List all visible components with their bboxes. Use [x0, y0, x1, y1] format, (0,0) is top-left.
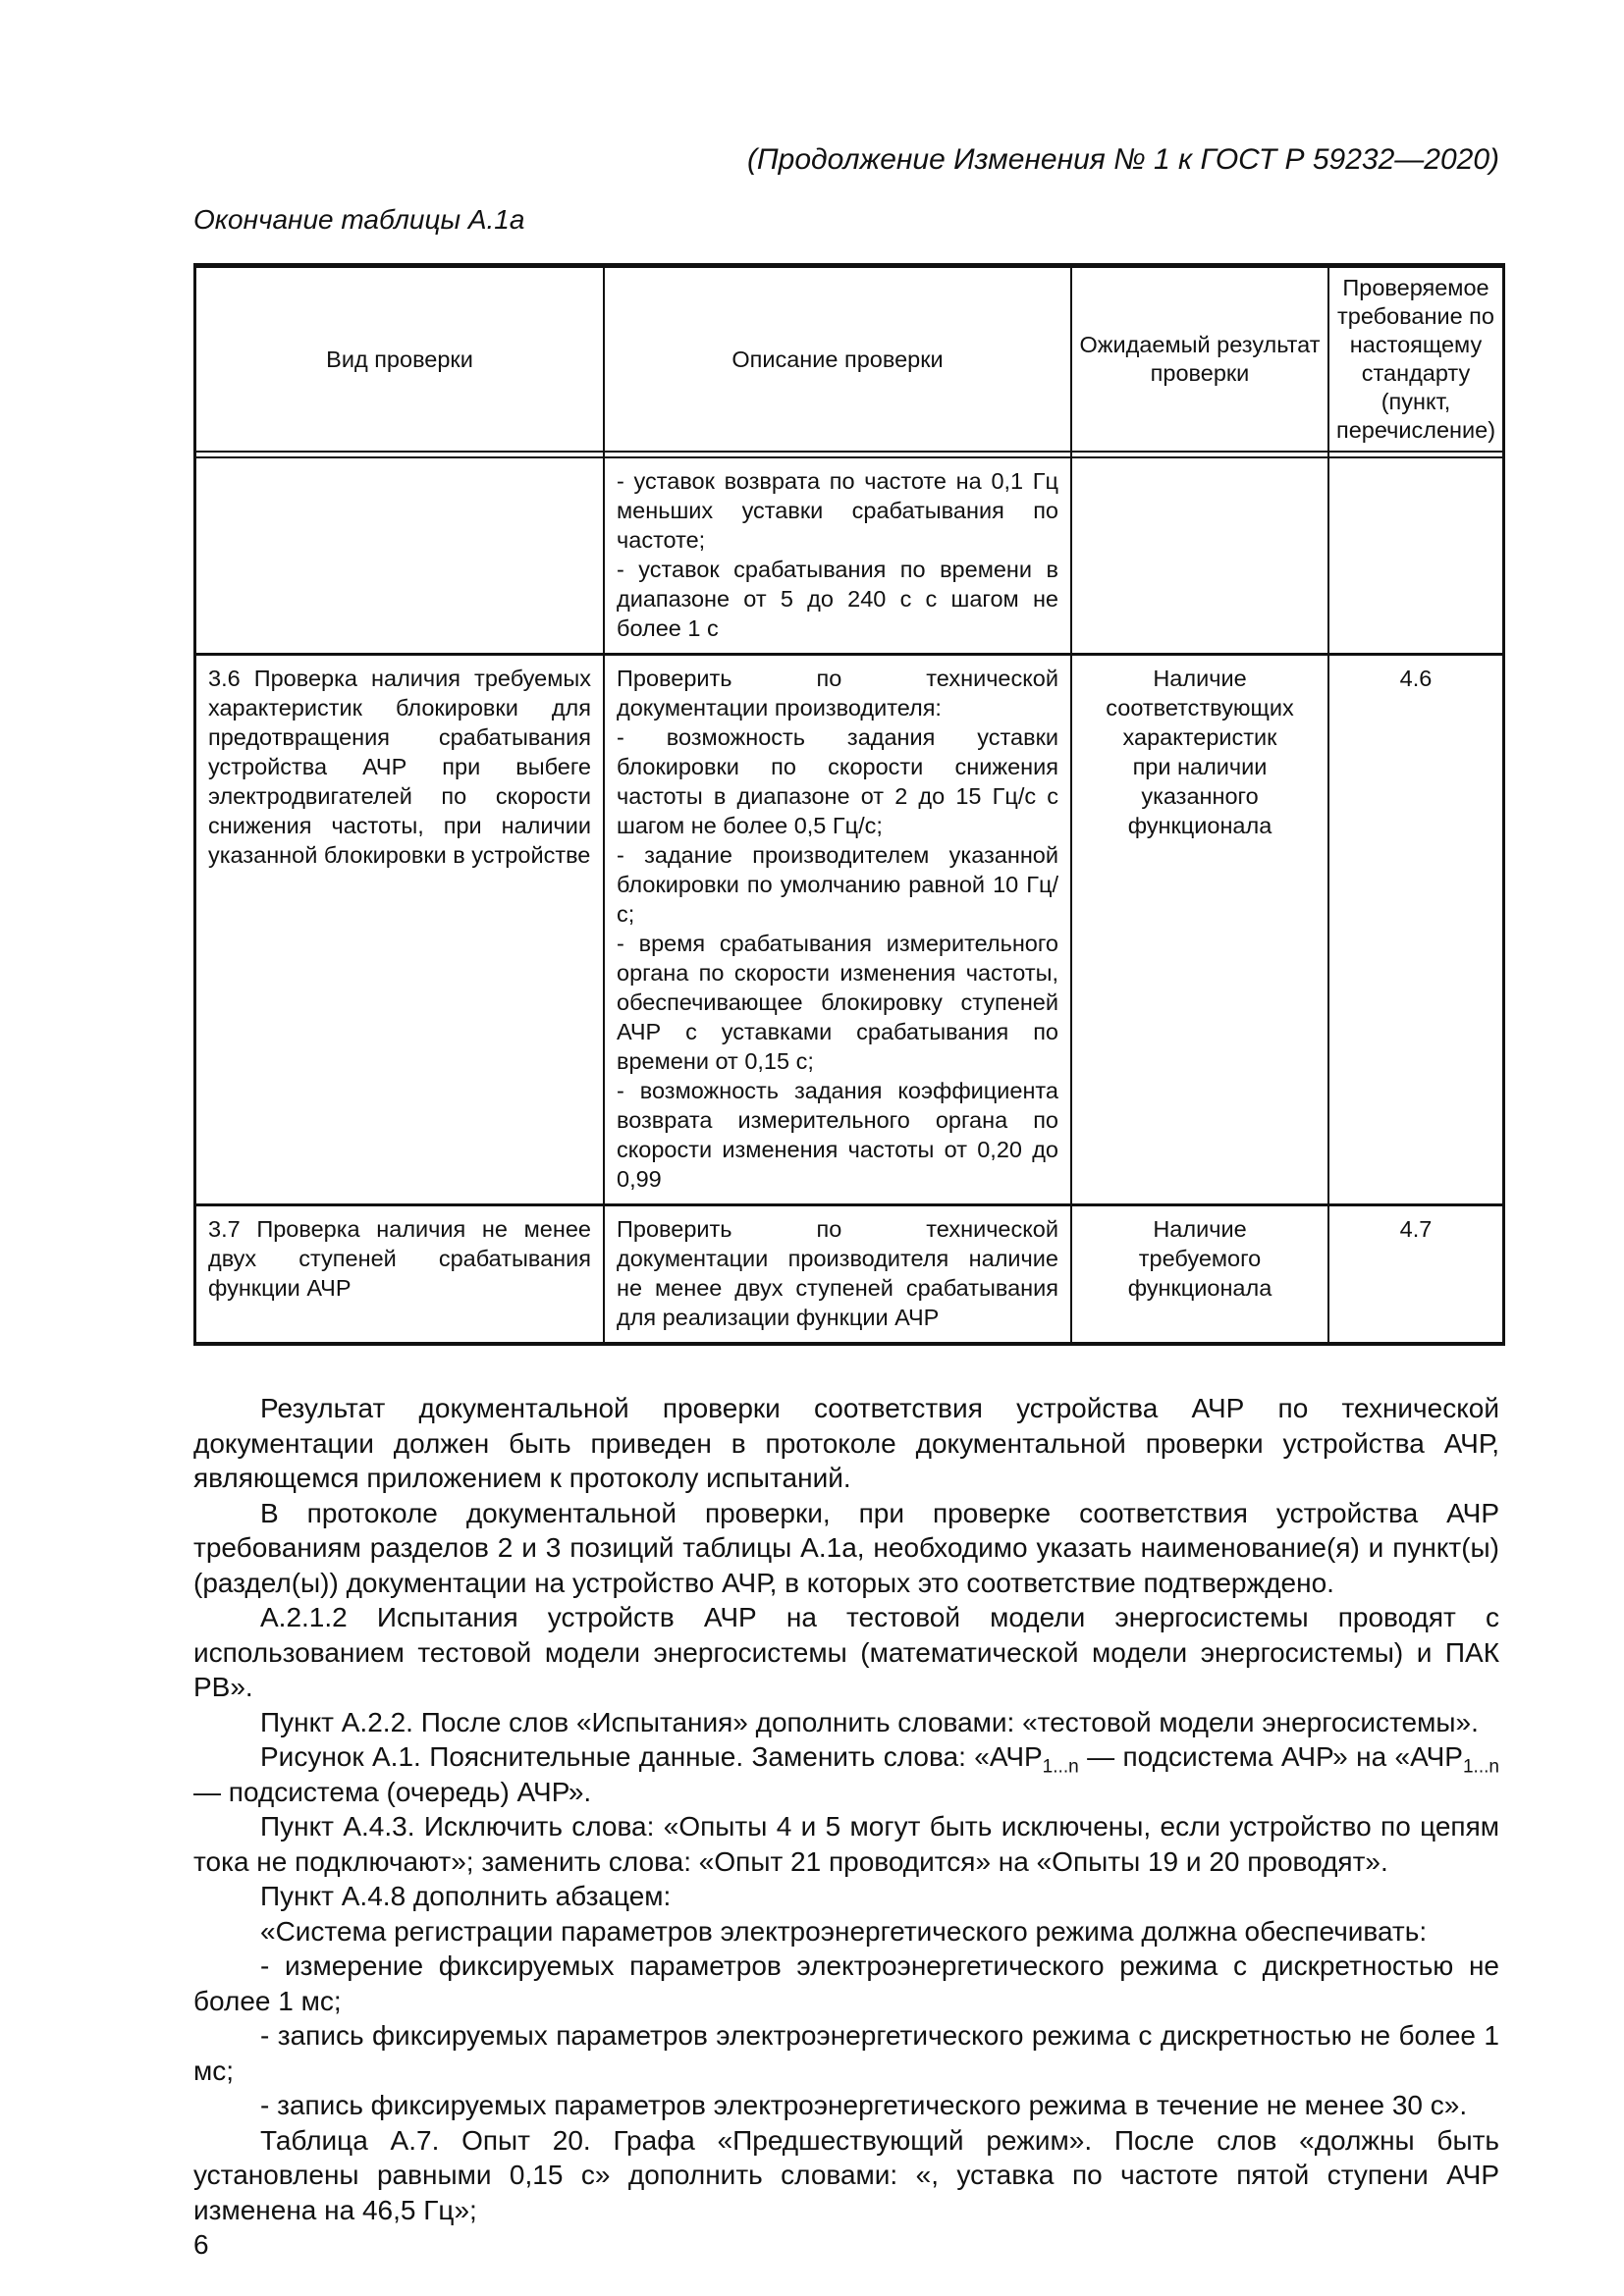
- subscript-range: 1...n: [1042, 1756, 1079, 1778]
- cell-description: [605, 653, 1072, 1203]
- cell-expected-result: [1072, 653, 1329, 1203]
- body-paragraph-10: - запись фиксируемых параметров электроэнергетического режима с дискретностью не более 1 мс;: [193, 2020, 1499, 2086]
- expected-line: при наличии: [1132, 754, 1268, 779]
- description-item: - возможность задания коэффициента возврата измерительного органа по скорости изменения частоты от 0,20 до 0,99: [617, 1078, 1058, 1192]
- description-item: Проверить по технической документации производителя наличие не менее двух ступеней срабатывания для реализации функции АЧР: [617, 1216, 1058, 1330]
- cell-kind: [196, 653, 605, 1203]
- paragraph-text: — подсистема (очередь) АЧР».: [193, 1776, 592, 1807]
- table-row-3-7: [196, 1203, 1502, 1342]
- description-item: - уставок срабатывания по времени в диапазоне от 5 до 240 с с шагом не более 1 с: [617, 557, 1058, 641]
- expected-line: функционала: [1127, 813, 1272, 838]
- body-paragraph-2: В протоколе документальной проверки, при проверке соответствия устройства АЧР требованиям разделов 2 и 3 позиций таблицы А.1а, необходимо указать наименование(я) и пункт(ы) (раздел(ы)) документации на устройство АЧР, в которых это соответствие подтверждено.: [193, 1497, 1499, 1598]
- body-paragraph-7: Пункт А.4.8 дополнить абзацем:: [260, 1881, 672, 1911]
- body-paragraph-11: - запись фиксируемых параметров электроэнергетического режима в течение не менее 30 с».: [260, 2090, 1468, 2120]
- col-header-requirement: Проверяемое требование по настоящему стандарту (пункт, перечисление): [1329, 268, 1502, 453]
- col-header-description: Описание проверки: [605, 268, 1072, 453]
- expected-line: указанного: [1141, 783, 1259, 809]
- cell-requirement: [1329, 458, 1502, 653]
- body-paragraph-5: [193, 1739, 1499, 1809]
- col-header-expected-result: Ожидаемый результат проверки: [1072, 268, 1329, 453]
- kind-text: 3.6 Проверка наличия требуемых характеристик блокировки для предотвращения срабатывания устройства АЧР при выбеге электродвигателей по скорости снижения частоты, при наличии указанной блокировки в устройстве: [208, 666, 591, 868]
- body-paragraph-12: Таблица А.7. Опыт 20. Графа «Предшествующий режим». После слов «должны быть установлены равными 0,15 с» дополнить словами: «, уставка по частоте пятой ступени АЧР изменена на 46,5 Гц»;: [193, 2124, 1499, 2225]
- cell-description: [605, 1203, 1072, 1342]
- table-row-continuation: [196, 458, 1502, 653]
- cell-kind: [196, 458, 605, 653]
- expected-line: соответствующих: [1106, 695, 1294, 721]
- body-paragraph-3: А.2.1.2 Испытания устройств АЧР на тестовой модели энергосистемы проводят с использованием тестовой модели энергосистемы (математической модели энергосистемы) и ПАК РВ».: [193, 1602, 1499, 1702]
- col-header-kind: Вид проверки: [196, 268, 605, 453]
- expected-line: характеристик: [1122, 724, 1277, 750]
- expected-line: Наличие: [1153, 666, 1247, 691]
- cell-description: [605, 458, 1072, 653]
- table-row-3-6: [196, 653, 1502, 1203]
- body-paragraph-8: «Система регистрации параметров электроэнергетического режима должна обеспечивать:: [260, 1915, 1428, 1947]
- body-paragraph-4: Пункт А.2.2. После слов «Испытания» дополнить словами: «тестовой модели энергосистемы».: [260, 1706, 1479, 1737]
- expected-line: требуемого: [1138, 1246, 1262, 1271]
- running-title: (Продолжение Изменения № 1 к ГОСТ Р 59232—2020): [746, 143, 1499, 176]
- cell-kind: [196, 1203, 605, 1342]
- paragraph-text: Рисунок А.1. Пояснительные данные. Заменить слова: «АЧР: [260, 1741, 1043, 1772]
- body-paragraph-1: Результат документальной проверки соответствия устройства АЧР по технической документации должен быть приведен в протоколе документальной проверки устройства АЧР, являющемся приложением к протоколу испытаний.: [193, 1393, 1499, 1493]
- table-header-row: [196, 268, 1502, 453]
- page-number: 6: [193, 2229, 209, 2260]
- verification-table: [193, 263, 1505, 1346]
- description-item: - возможность задания уставки блокировки по скорости снижения частоты в диапазоне от 2 до 15 Гц/с с шагом не более 0,5 Гц/с;: [617, 724, 1058, 838]
- document-page: [193, 0, 1499, 2296]
- kind-text: 3.7 Проверка наличия не менее двух ступеней срабатывания функции АЧР: [208, 1216, 591, 1301]
- description-item: - задание производителем указанной блокировки по умолчанию равной 10 Гц/с;: [617, 842, 1058, 927]
- body-paragraph-9: - измерение фиксируемых параметров электроэнергетического режима с дискретностью не более 1 мс;: [193, 1950, 1499, 2016]
- paragraph-text: — подсистема АЧР» на «АЧР: [1078, 1741, 1463, 1772]
- cell-requirement: 4.6: [1329, 653, 1502, 1203]
- description-item: Проверить по технической документации производителя:: [617, 666, 1058, 721]
- body-paragraph-6: Пункт А.4.3. Исключить слова: «Опыты 4 и 5 могут быть исключены, если устройство по цепям тока не подключают»; заменить слова: «Опыт 21 проводится» на «Опыты 19 и 20 проводят».: [193, 1811, 1499, 1877]
- cell-expected-result: [1072, 458, 1329, 653]
- body-text: [193, 1391, 1499, 2227]
- description-item: - время срабатывания измерительного органа по скорости изменения частоты, обеспечивающее блокировку ступеней АЧР с уставками срабатывания по времени от 0,15 с;: [617, 931, 1058, 1074]
- expected-line: Наличие: [1153, 1216, 1247, 1242]
- subscript-range: 1...n: [1462, 1756, 1499, 1778]
- cell-requirement: 4.7: [1329, 1203, 1502, 1342]
- cell-expected-result: [1072, 1203, 1329, 1342]
- table-caption: Окончание таблицы А.1а: [193, 204, 525, 235]
- description-item: - уставок возврата по частоте на 0,1 Гц меньших уставки срабатывания по частоте;: [617, 468, 1058, 553]
- expected-line: функционала: [1127, 1275, 1272, 1301]
